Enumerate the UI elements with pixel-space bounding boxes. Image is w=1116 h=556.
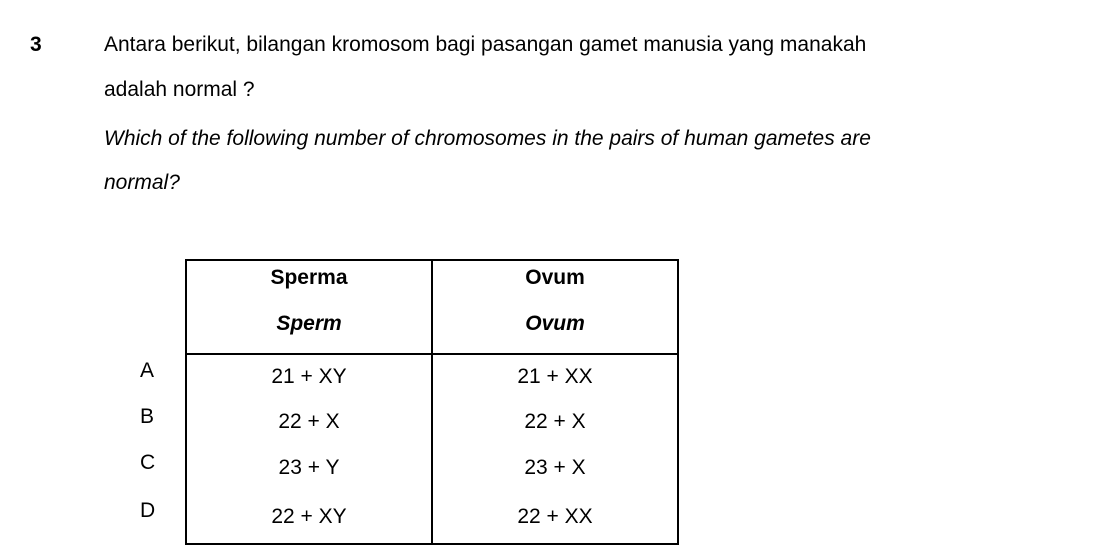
table-row: [186, 445, 678, 491]
question-text-english: Which of the following number of chromosomes in the pairs of human gametes are: [104, 127, 871, 150]
option-a-label: A: [140, 359, 155, 382]
cell-ovum: 22 + XX: [432, 491, 678, 544]
option-b-label: B: [140, 405, 155, 428]
cell-ovum: 22 + X: [432, 399, 678, 445]
question-text-english-cont: normal?: [104, 171, 180, 194]
cell-sperm: 22 + XY: [186, 491, 432, 544]
option-c-label: C: [140, 451, 156, 474]
table-row: [186, 399, 678, 445]
header-ovum-english: Ovum: [525, 312, 585, 335]
gamete-table: [185, 259, 679, 545]
cell-ovum: 21 + XX: [432, 354, 678, 399]
table-row: [186, 491, 678, 544]
cell-sperm: 23 + Y: [186, 445, 432, 491]
header-sperm-english: Sperm: [276, 312, 342, 335]
option-d-label: D: [140, 499, 156, 522]
table-header-row: [186, 260, 678, 354]
table-row: [186, 354, 678, 399]
header-sperm-malay: Sperma: [270, 266, 348, 289]
cell-sperm: 21 + XY: [186, 354, 432, 399]
header-ovum: [432, 260, 678, 354]
question-text-malay: Antara berikut, bilangan kromosom bagi pasangan gamet manusia yang manakah: [104, 33, 867, 56]
question-number: 3: [30, 33, 42, 56]
question-text-malay-cont: adalah normal ?: [104, 78, 255, 101]
cell-sperm: 22 + X: [186, 399, 432, 445]
cell-ovum: 23 + X: [432, 445, 678, 491]
header-ovum-malay: Ovum: [525, 266, 585, 289]
header-sperm: [186, 260, 432, 354]
